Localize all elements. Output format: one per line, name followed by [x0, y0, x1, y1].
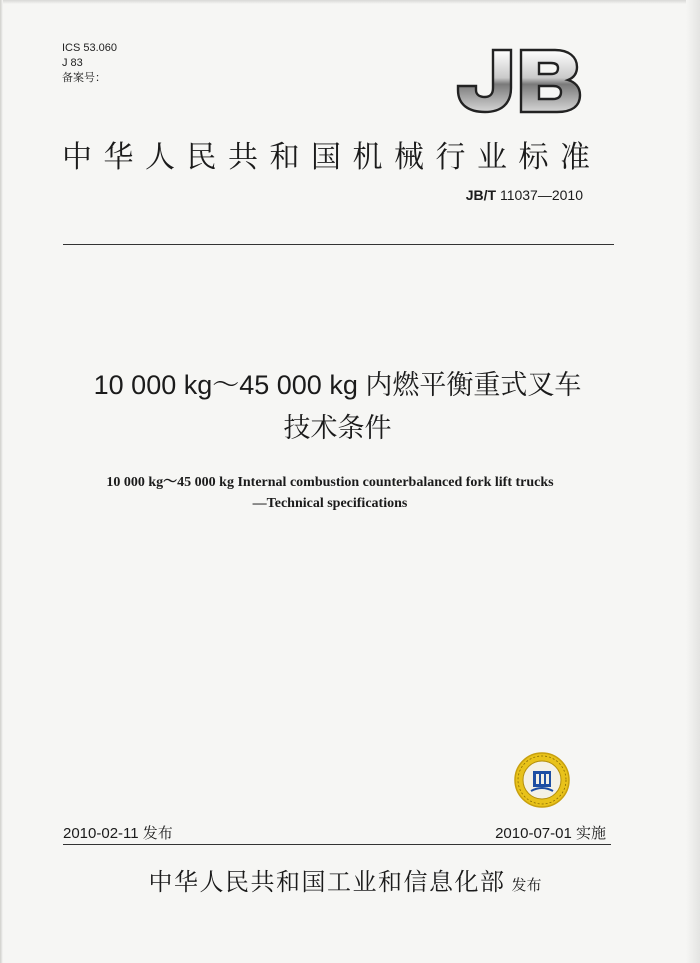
- divider: [63, 244, 614, 245]
- publisher-line: [0, 862, 690, 897]
- issuer-title: 中华人民共和国机械行业标准: [62, 140, 602, 175]
- standard-code-number: 11037—2010: [499, 187, 583, 203]
- publisher-name: 中华人民共和国工业和信息化部: [148, 868, 506, 896]
- title-chinese: 10 000 kg～45 000 kg 内燃平衡重式叉车: [93, 370, 582, 400]
- class-code: J 83: [62, 57, 83, 69]
- jb-logo: [453, 44, 583, 116]
- publisher-seal-icon: [513, 751, 571, 809]
- title-english-line-2: —Technical specifications: [252, 496, 408, 511]
- standard-code: [466, 187, 583, 203]
- publish-action: 发布: [511, 877, 542, 894]
- page-edge: [686, 0, 700, 963]
- standard-code-prefix: JB/T: [465, 187, 497, 203]
- record-number-label: 备案号：: [62, 72, 106, 84]
- ics-code: ICS 53.060: [62, 42, 118, 54]
- classification-block: [62, 41, 117, 86]
- issue-date: 2010-02-11 发布: [63, 825, 173, 842]
- title-chinese-line-2: 技术条件: [283, 413, 392, 443]
- page-edge: [0, 0, 700, 4]
- title-english: 10 000 kg～45 000 kg Internal combustion counterbalanced fork lift trucks: [106, 475, 554, 490]
- jb-logo-letter-j: [458, 50, 511, 112]
- jb-logo-letter-b: [521, 50, 580, 112]
- effective-date: 2010-07-01 实施: [495, 825, 606, 842]
- divider: [63, 844, 611, 845]
